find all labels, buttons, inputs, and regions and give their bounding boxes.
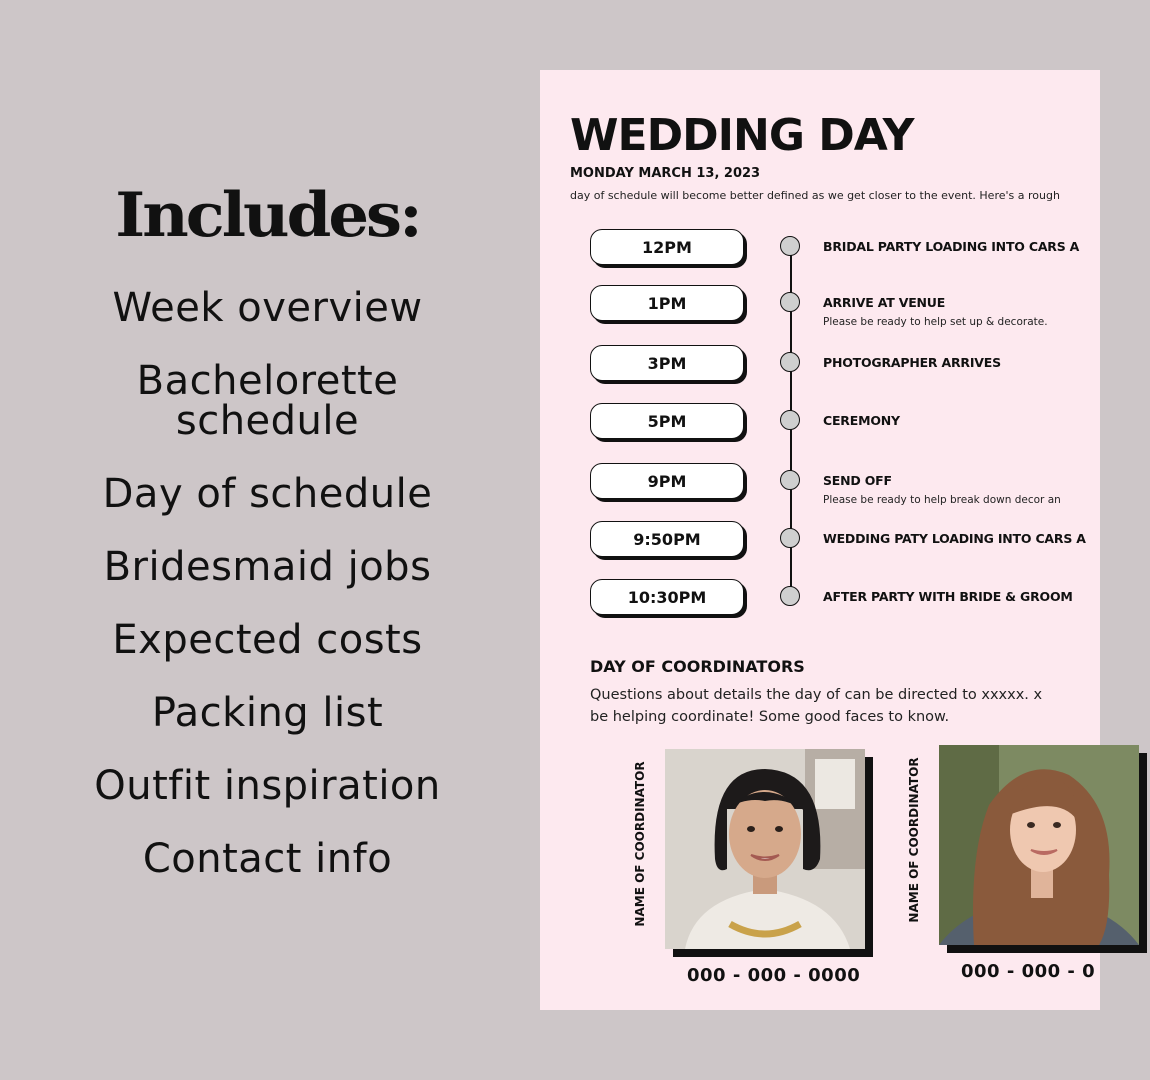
- feature-bachelorette-line2: schedule: [175, 398, 360, 444]
- time-pill: 9PM: [590, 463, 744, 499]
- time-pill: 5PM: [590, 403, 744, 439]
- coordinator-name-label: NAME OF COORDINATOR: [907, 757, 921, 923]
- schedule-row: [540, 345, 1100, 385]
- event-title: ARRIVE AT VENUE: [823, 295, 946, 310]
- time-pill: 1PM: [590, 285, 744, 321]
- schedule-row: [540, 403, 1100, 443]
- wedding-day-page: [540, 70, 1100, 1010]
- coordinator-name-label: NAME OF COORDINATOR: [633, 761, 647, 927]
- feature-bachelorette-line1: Bachelorette: [136, 358, 399, 404]
- feature-list: [0, 285, 535, 912]
- coordinators-text: [590, 684, 1150, 728]
- feature-packing-list: Packing list: [151, 690, 384, 736]
- timeline-dot: [780, 236, 800, 256]
- event-title: BRIDAL PARTY LOADING INTO CARS A: [823, 239, 1080, 254]
- feature-bachelorette-schedule: [0, 358, 535, 444]
- timeline-dot: [780, 292, 800, 312]
- coordinators-text-line1: Questions about details the day of can be directed to xxxxx. x: [590, 687, 1043, 703]
- feature-expected-costs: Expected costs: [112, 617, 423, 663]
- event-date: MONDAY MARCH 13, 2023: [570, 166, 761, 181]
- time-pill: 9:50PM: [590, 521, 744, 557]
- feature-day-of-schedule: Day of schedule: [102, 471, 433, 517]
- event-title: WEDDING PATY LOADING INTO CARS A: [823, 531, 1086, 546]
- schedule-row: [540, 579, 1100, 619]
- event-title: CEREMONY: [823, 413, 900, 428]
- timeline-dot: [780, 528, 800, 548]
- timeline-dot: [780, 470, 800, 490]
- event-title: SEND OFF: [823, 473, 892, 488]
- coordinators-heading: DAY OF COORDINATORS: [590, 657, 805, 676]
- feature-bridesmaid-jobs: Bridesmaid jobs: [103, 544, 432, 590]
- timeline-dot: [780, 586, 800, 606]
- event-title: PHOTOGRAPHER ARRIVES: [823, 355, 1001, 370]
- coordinator-photo-image: [665, 749, 865, 949]
- feature-outfit-inspiration: Outfit inspiration: [94, 763, 441, 809]
- coordinator-photo: [939, 745, 1139, 945]
- event-title: AFTER PARTY WITH BRIDE & GROOM: [823, 589, 1073, 604]
- coordinator-photo: [665, 749, 865, 949]
- coordinator-photo-image: [939, 745, 1139, 945]
- coordinator-phone: 000 - 000 - 0000: [687, 965, 861, 986]
- time-pill: 12PM: [590, 229, 744, 265]
- schedule-row: [540, 463, 1100, 506]
- includes-title: Includes:: [115, 179, 420, 252]
- timeline-dot: [780, 352, 800, 372]
- feature-week-overview: Week overview: [112, 285, 423, 331]
- time-pill: 3PM: [590, 345, 744, 381]
- feature-contact-info: Contact info: [142, 836, 393, 882]
- intro-text: day of schedule will become better defined as we get closer to the event. Here's a rough: [570, 189, 1060, 202]
- page-title: WEDDING DAY: [570, 110, 914, 161]
- schedule-row: [540, 285, 1100, 328]
- timeline-dot: [780, 410, 800, 430]
- time-pill: 10:30PM: [590, 579, 744, 615]
- event-note: Please be ready to help set up & decorate.: [823, 316, 1048, 328]
- schedule-row: [540, 521, 1100, 561]
- event-note: Please be ready to help break down decor an: [823, 494, 1061, 506]
- coordinator-phone: 000 - 000 - 0: [961, 961, 1096, 982]
- coordinators-text-line2: be helping coordinate! Some good faces to know.: [590, 709, 950, 725]
- schedule-row: [540, 229, 1100, 269]
